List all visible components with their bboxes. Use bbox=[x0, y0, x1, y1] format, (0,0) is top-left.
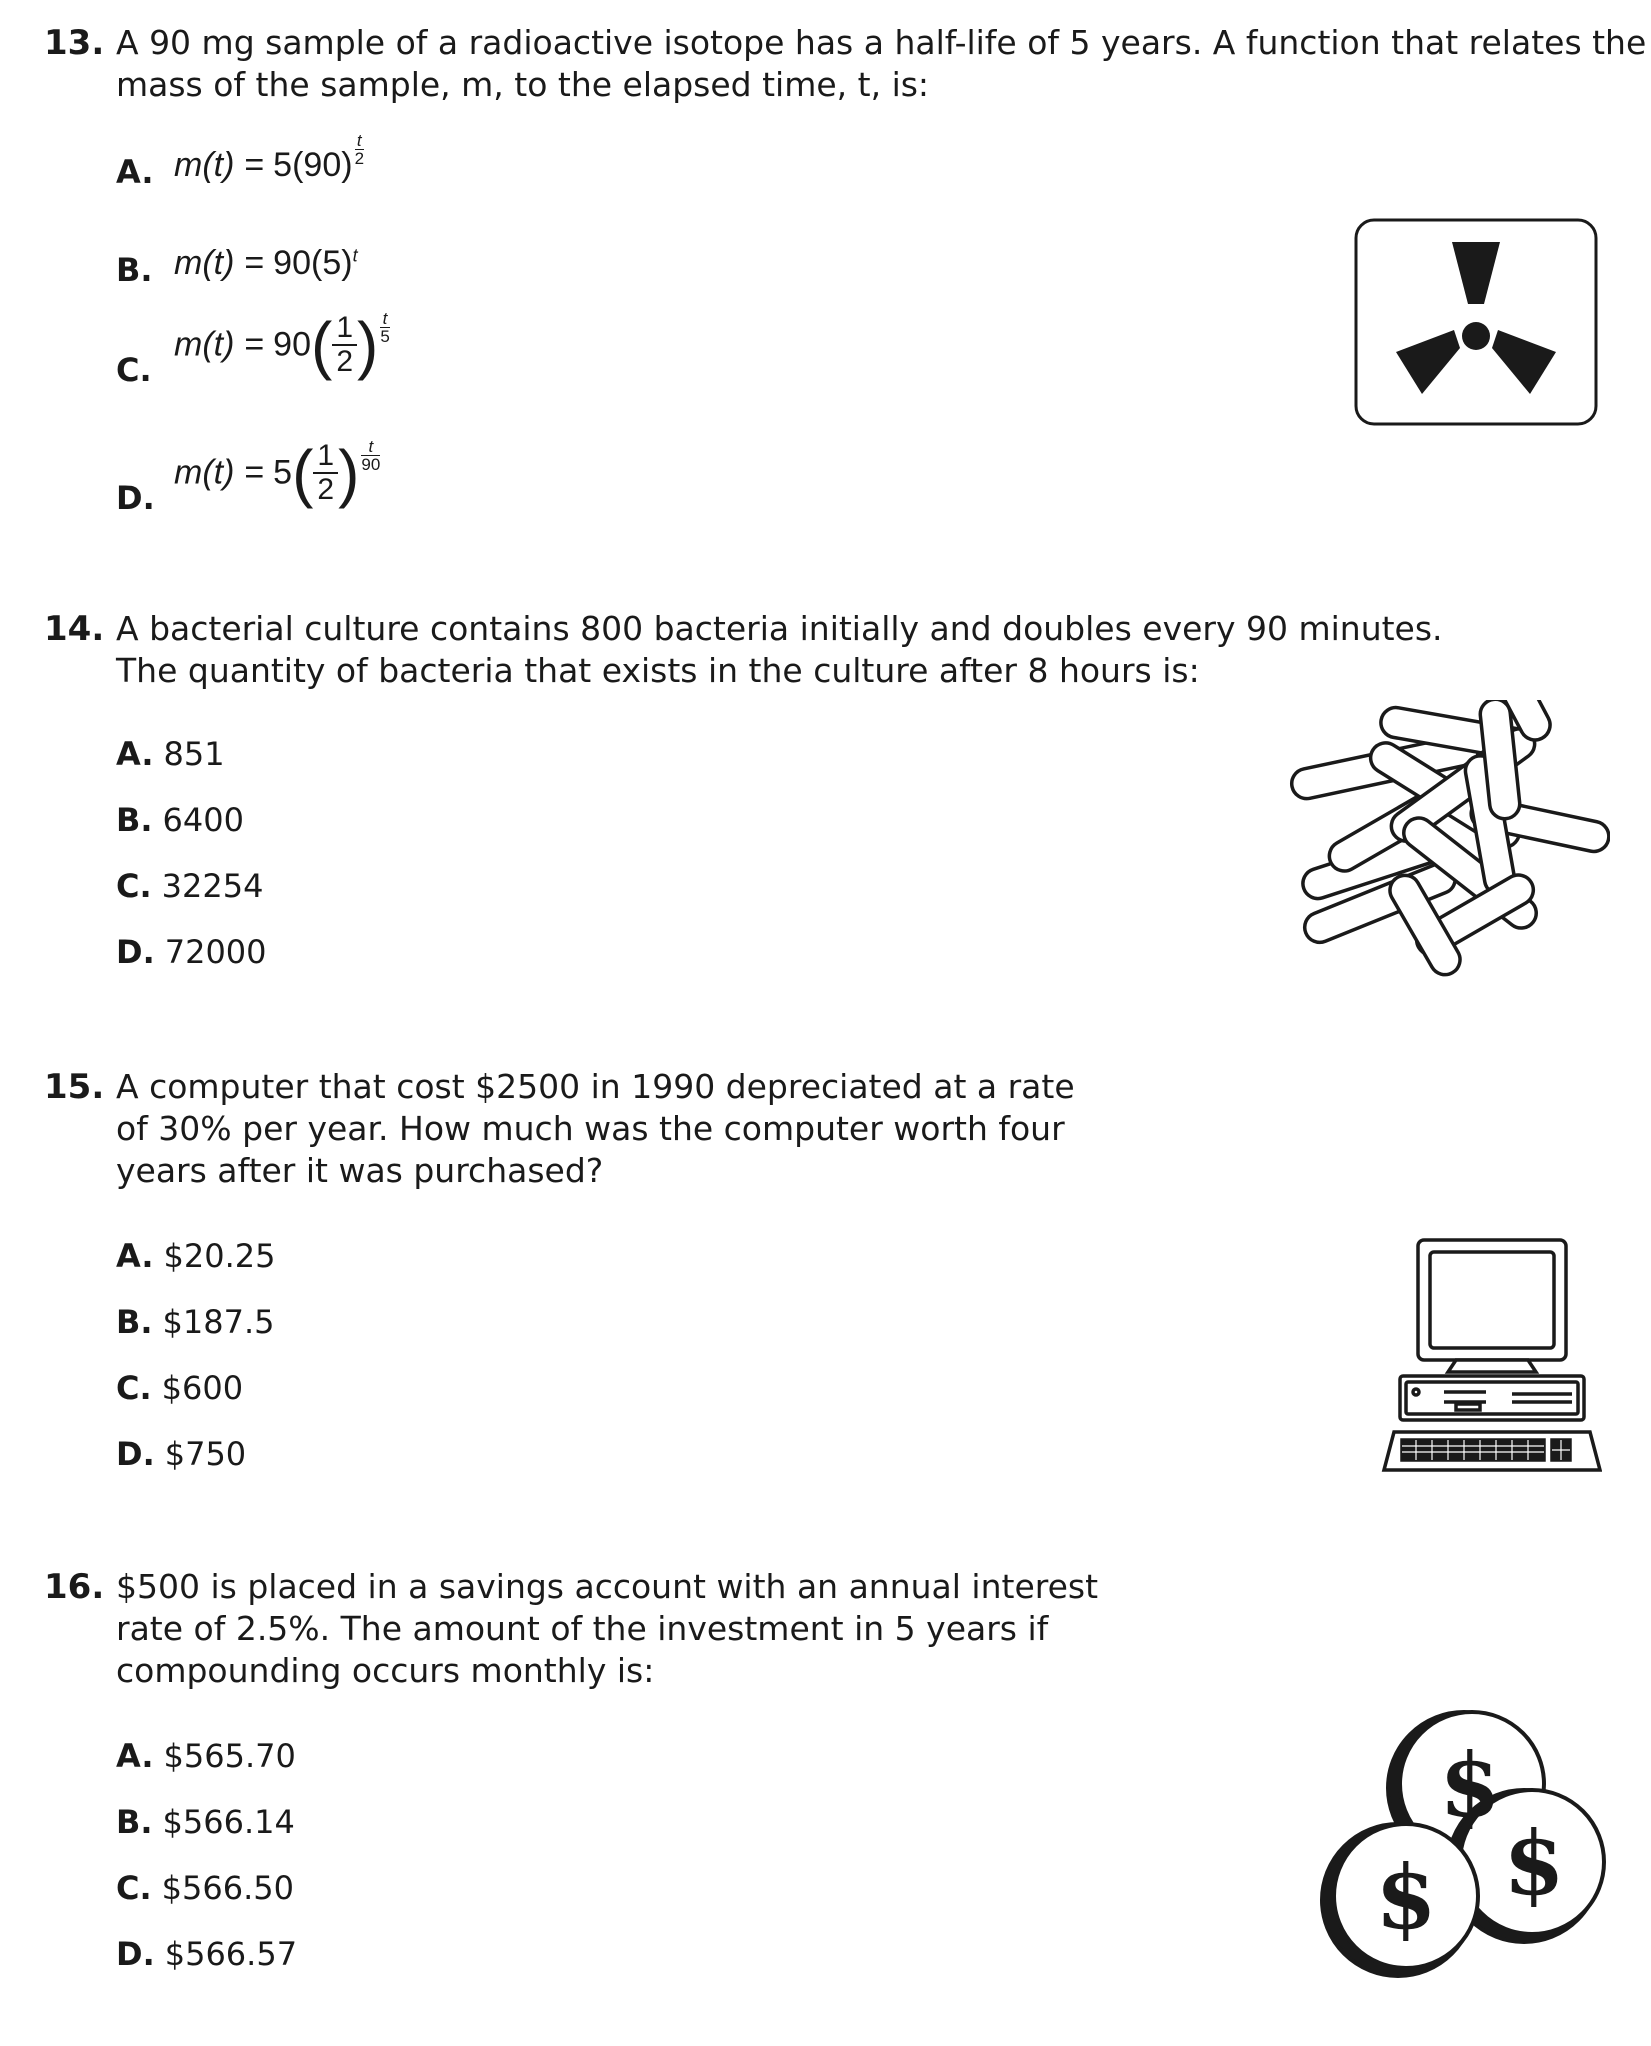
stem-line: rate of 2.5%. The amount of the investment in 5 years if bbox=[116, 1609, 1049, 1648]
question-number: 15. bbox=[44, 1067, 105, 1107]
option-b[interactable] bbox=[116, 1302, 275, 1342]
formula-coef: 5 bbox=[273, 453, 293, 492]
option-value: 32254 bbox=[161, 867, 264, 905]
formula-fraction: $\frac{1}{2}$ bbox=[313, 440, 338, 506]
option-letter: C. bbox=[116, 1369, 152, 1407]
formula-exponent: $\frac{t}{2}$ bbox=[354, 131, 365, 168]
question-number: 16. bbox=[44, 1567, 105, 1607]
coins-icon bbox=[1312, 1700, 1612, 1990]
stem-line: of 30% per year. How much was the computer worth four bbox=[116, 1109, 1065, 1148]
question-stem bbox=[116, 1066, 1616, 1192]
option-c-formula: m(t) = 90( $\frac{1}{2}$ ) $\frac{t}{5}$ bbox=[174, 309, 390, 381]
option-c[interactable] bbox=[116, 350, 162, 390]
stem-line: A computer that cost $2500 in 1990 depreciated at a rate bbox=[116, 1067, 1075, 1106]
radiation-symbol-icon bbox=[1354, 218, 1598, 426]
option-value: $187.5 bbox=[162, 1303, 275, 1341]
option-a[interactable] bbox=[116, 152, 164, 192]
option-letter: A. bbox=[116, 1737, 154, 1775]
option-letter: A. bbox=[116, 153, 154, 191]
option-letter: C. bbox=[116, 351, 152, 389]
option-value: $20.25 bbox=[163, 1237, 276, 1275]
option-d[interactable] bbox=[116, 1434, 246, 1474]
stem-line: The quantity of bacteria that exists in the culture after 8 hours is: bbox=[116, 651, 1200, 690]
option-letter: A. bbox=[116, 735, 154, 773]
option-letter: B. bbox=[116, 1303, 153, 1341]
option-b[interactable] bbox=[116, 1802, 295, 1842]
stem-line: A 90 mg sample of a radioactive isotope has a half-life of 5 years. A function that relates the bbox=[116, 23, 1647, 62]
option-c[interactable] bbox=[116, 1868, 294, 1908]
option-d-formula: m(t) = 5( $\frac{1}{2}$ ) $\frac{t}{90}$ bbox=[174, 437, 381, 509]
formula-coef: 90 bbox=[273, 244, 311, 282]
option-letter: D. bbox=[116, 933, 155, 971]
option-letter: B. bbox=[116, 801, 153, 839]
option-value: $600 bbox=[161, 1369, 244, 1407]
option-letter: D. bbox=[116, 1935, 155, 1973]
option-letter: A. bbox=[116, 1237, 154, 1275]
computer-icon bbox=[1376, 1236, 1602, 1476]
coin-dollar-sign: $ bbox=[1375, 1845, 1437, 1949]
option-letter: D. bbox=[116, 1435, 155, 1473]
question-stem bbox=[116, 1566, 1616, 1692]
option-value: $750 bbox=[164, 1435, 247, 1473]
option-d[interactable] bbox=[116, 932, 267, 972]
stem-line: mass of the sample, m, to the elapsed time, t, is: bbox=[116, 65, 930, 104]
option-letter: B. bbox=[116, 251, 153, 289]
option-a[interactable] bbox=[116, 734, 225, 774]
formula-exponent: t bbox=[352, 245, 358, 266]
formula-coef: 5 bbox=[273, 146, 293, 184]
option-value: $566.57 bbox=[164, 1935, 298, 1973]
option-d[interactable] bbox=[116, 1934, 297, 1974]
option-a[interactable] bbox=[116, 1736, 296, 1776]
formula-coef: 90 bbox=[273, 325, 311, 364]
option-c[interactable] bbox=[116, 1368, 243, 1408]
formula-lhs: m(t) = bbox=[174, 146, 274, 184]
option-letter: C. bbox=[116, 1869, 152, 1907]
option-value: $565.70 bbox=[163, 1737, 296, 1775]
option-value: 72000 bbox=[164, 933, 267, 971]
option-value: $566.50 bbox=[161, 1869, 294, 1907]
option-c[interactable] bbox=[116, 866, 263, 906]
stem-line: $500 is placed in a savings account with an annual interest bbox=[116, 1567, 1099, 1606]
formula-base: (90) bbox=[292, 146, 353, 184]
option-d[interactable] bbox=[116, 478, 165, 518]
stem-line: compounding occurs monthly is: bbox=[116, 1651, 655, 1690]
coin-dollar-sign: $ bbox=[1503, 1811, 1565, 1915]
stem-line: years after it was purchased? bbox=[116, 1151, 604, 1190]
option-a[interactable] bbox=[116, 1236, 275, 1276]
formula-lhs: m(t) = bbox=[174, 325, 274, 364]
formula-exponent: $\frac{t}{5}$ bbox=[380, 309, 390, 346]
formula-fraction: $\frac{1}{2}$ bbox=[332, 312, 357, 378]
formula-exponent: $\frac{t}{90}$ bbox=[361, 437, 381, 474]
option-value: 6400 bbox=[162, 801, 244, 839]
question-stem bbox=[116, 22, 1647, 106]
question-number: 14. bbox=[44, 609, 105, 649]
option-b[interactable] bbox=[116, 800, 244, 840]
question-number: 13. bbox=[44, 23, 105, 63]
question-stem bbox=[116, 608, 1616, 692]
option-a-formula bbox=[174, 131, 365, 185]
option-b-formula bbox=[174, 244, 358, 283]
formula-lhs: m(t) = bbox=[174, 453, 274, 492]
coin-dollar-sign: $ bbox=[1439, 1733, 1501, 1837]
option-letter: B. bbox=[116, 1803, 153, 1841]
formula-base: (5) bbox=[311, 244, 353, 282]
option-letter: D. bbox=[116, 479, 155, 517]
option-value: $566.14 bbox=[162, 1803, 295, 1841]
formula-lhs: m(t) = bbox=[174, 244, 274, 282]
bacteria-illustration-icon bbox=[1280, 700, 1610, 980]
option-b[interactable] bbox=[116, 250, 163, 290]
option-value: 851 bbox=[163, 735, 225, 773]
option-letter: C. bbox=[116, 867, 152, 905]
stem-line: A bacterial culture contains 800 bacteria initially and doubles every 90 minutes. bbox=[116, 609, 1443, 648]
